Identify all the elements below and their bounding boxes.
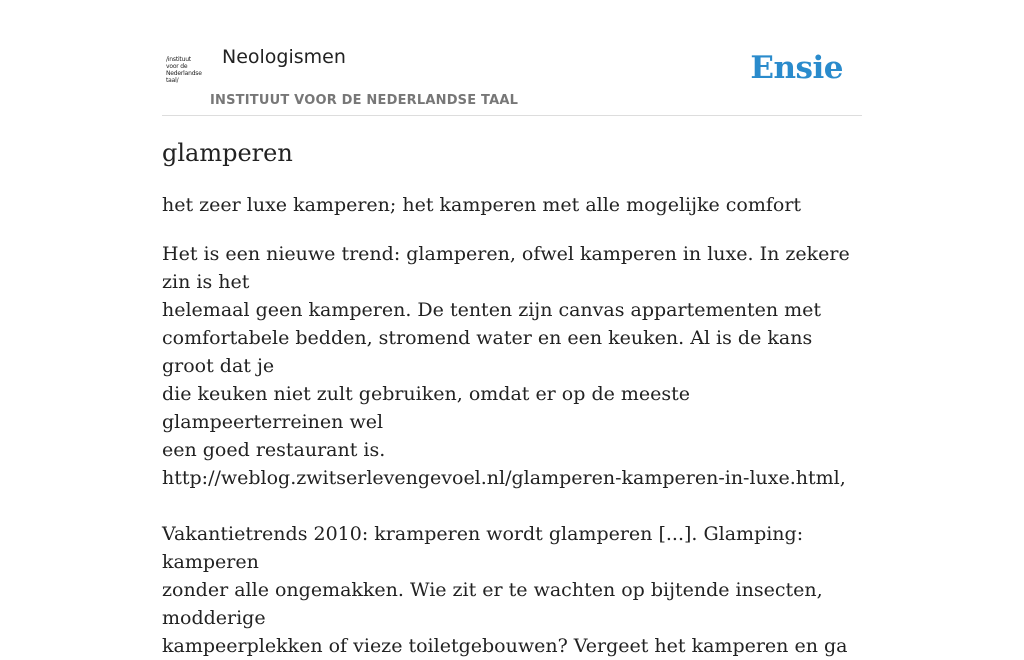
logo-line: voor de — [166, 63, 188, 70]
quote-line: comfortabele bedden, stromend water en een keuken. Al is de kans groot dat je — [162, 327, 813, 377]
site-name[interactable]: Neologismen — [222, 46, 346, 68]
quote-line: helemaal geen kamperen. De tenten zijn canvas appartementen met — [162, 299, 822, 321]
quote-line: zonder alle ongemakken. Wie zit er te wachten op bijtende insecten, modderige — [162, 579, 823, 629]
entry-quotes — [162, 240, 862, 660]
quote-line: Het is een nieuwe trend: glamperen, ofwel kamperen in luxe. In zekere zin is het — [162, 243, 850, 293]
quote-line: een goed restaurant is. — [162, 439, 386, 461]
entry-definition: het zeer luxe kamperen; het kamperen met alle mogelijke comfort — [162, 194, 802, 216]
quote-line: kampeerplekken of vieze toiletgebouwen? Vergeet het kamperen en ga — [162, 635, 848, 657]
logo-line: Nederlandse — [166, 70, 202, 77]
spacer — [162, 492, 862, 520]
header — [162, 0, 862, 116]
quote-source-link: http://weblog.zwitserlevengevoel.nl/glamperen-kamperen-in-luxe.html, — [162, 467, 846, 489]
ensie-logo[interactable]: Ensie — [750, 50, 843, 86]
institute-name: INSTITUUT VOOR DE NEDERLANDSE TAAL — [210, 93, 519, 108]
quote-line: Vakantietrends 2010: kramperen wordt glamperen [...]. Glamping: kamperen — [162, 523, 804, 573]
entry-card — [162, 0, 862, 657]
logo-line: taal/ — [166, 77, 179, 84]
logo-line: /instituut — [166, 56, 191, 63]
entry-term: glamperen — [162, 139, 293, 167]
quote-line: die keuken niet zult gebruiken, omdat er op de meeste glampeerterreinen wel — [162, 383, 691, 433]
ivdnt-logo[interactable] — [166, 56, 208, 90]
